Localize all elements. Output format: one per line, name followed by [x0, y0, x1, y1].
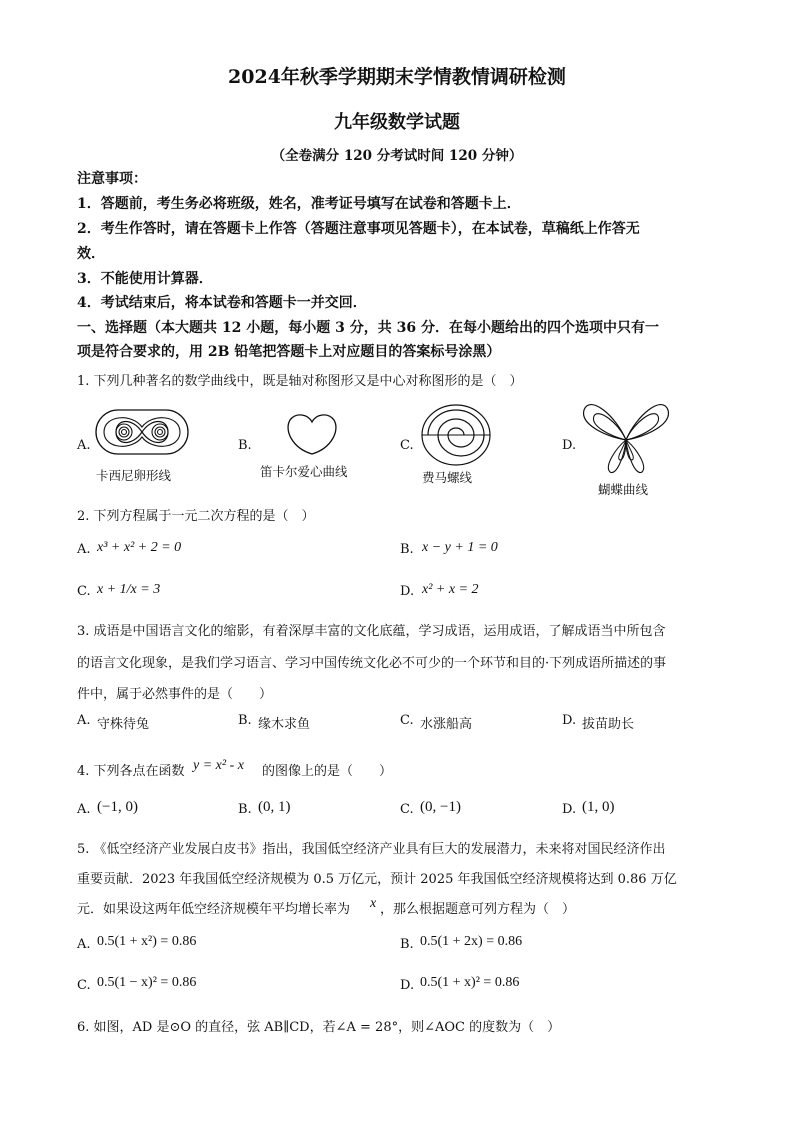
option-label: A. — [77, 542, 91, 557]
option-text: 拔苗助长 — [582, 717, 635, 732]
option-formula: x + 1/x = 3 — [97, 582, 161, 597]
option-label: C. — [400, 438, 414, 453]
question-3-line: 件中，属于必然事件的是（ ） — [77, 687, 273, 702]
option-text: 缘木求鱼 — [258, 717, 311, 732]
option-label: C. — [400, 802, 414, 817]
option-point: (1, 0) — [582, 799, 615, 815]
option-label: D. — [400, 978, 415, 993]
question-4-function: y = x² - x — [193, 758, 244, 773]
question-5-var: x — [370, 896, 377, 911]
option-label: B. — [238, 438, 252, 453]
question-5-line: 5. 《低空经济产业发展白皮书》指出，我国低空经济产业具有巨大的发展潜力，未来将对国民经济作出 — [77, 842, 666, 857]
question-6-stem: 6. 如图，AD 是⊙O 的直径，弦 AB∥CD，若∠A = 28°，则∠AOC 的度数为（ ） — [77, 1020, 561, 1035]
option-label: D. — [562, 438, 577, 453]
option-formula: x² + x = 2 — [422, 582, 479, 597]
option-label: B. — [238, 802, 252, 817]
option-label: C. — [77, 584, 91, 599]
option-formula: x − y + 1 = 0 — [422, 540, 498, 555]
butterfly-curve-icon — [580, 396, 672, 480]
cassini-oval-icon — [94, 407, 190, 461]
option-formula: 0.5(1 + x²) = 0.86 — [97, 934, 197, 949]
question-1-stem: 1. 下列几种著名的数学曲线中，既是轴对称图形又是中心对称图形的是（ ） — [77, 374, 523, 389]
option-caption: 笛卡尔爱心曲线 — [260, 464, 348, 479]
option-label: D. — [400, 584, 415, 599]
question-2-stem: 2. 下列方程属于一元二次方程的是（ ） — [77, 509, 315, 524]
option-point: (−1, 0) — [97, 799, 138, 815]
notice-item: 效． — [77, 246, 105, 262]
option-caption: 卡西尼卵形线 — [96, 468, 172, 483]
option-point: (0, 1) — [258, 799, 291, 815]
option-label: B. — [400, 542, 414, 557]
option-text: 水涨船高 — [420, 717, 473, 732]
option-label: B. — [400, 937, 414, 952]
notice-heading: 注意事项： — [77, 171, 147, 187]
question-5-line: 重要贡献．2023 年我国低空经济规模为 0.5 万亿元，预计 2025 年我国低空经济规模将达到 0.86 万亿 — [77, 872, 677, 887]
exam-title: 2024年秋季学期期末学情教情调研检测 — [228, 66, 566, 88]
section-heading: 项是符合要求的，用 2B 铅笔把答题卡上对应题目的答案标号涂黑） — [77, 344, 501, 360]
question-5-line-end: ，那么根据题意可列方程为（ ） — [380, 902, 576, 917]
notice-item: 4．考试结束后，将本试卷和答题卡一并交回． — [77, 295, 367, 311]
option-text: 守株待兔 — [97, 717, 150, 732]
question-4-stem-end: 的图像上的是（ ） — [262, 764, 393, 779]
option-formula: x³ + x² + 2 = 0 — [97, 540, 182, 555]
cardioid-icon — [286, 410, 338, 456]
exam-subtitle: 九年级数学试题 — [334, 112, 460, 133]
exam-note: （全卷满分 120 分考试时间 120 分钟） — [271, 148, 523, 164]
option-label: A. — [77, 937, 91, 952]
question-3-line: 的语言文化现象，是我们学习语言、学习中国传统文化必不可少的一个环节和目的·下列成语所描述的事 — [77, 656, 667, 671]
option-label: A. — [77, 713, 91, 728]
question-3-line: 3. 成语是中国语言文化的缩影，有着深厚丰富的文化底蕴，学习成语，运用成语，了解成语当中所包含 — [77, 624, 666, 639]
option-formula: 0.5(1 + x)² = 0.86 — [420, 975, 520, 990]
notice-item: 1．答题前，考生务必将班级，姓名，准考证号填写在试卷和答题卡上． — [77, 196, 521, 212]
option-label: A. — [77, 802, 91, 817]
option-label: D. — [562, 802, 577, 817]
option-caption: 蝴蝶曲线 — [598, 482, 649, 497]
question-5-line-start: 元．如果设这两年低空经济规模年平均增长率为 — [77, 902, 351, 917]
option-label: C. — [77, 978, 91, 993]
option-label: D. — [562, 713, 577, 728]
option-caption: 费马螺线 — [422, 470, 473, 485]
option-formula: 0.5(1 − x)² = 0.86 — [97, 975, 197, 990]
fermat-spiral-icon — [420, 402, 492, 468]
notice-item: 3．不能使用计算器． — [77, 271, 213, 287]
section-heading: 一、选择题（本大题共 12 小题，每小题 3 分，共 36 分．在每小题给出的四个选项中只有一 — [77, 320, 659, 336]
option-label: B. — [238, 713, 252, 728]
option-label: C. — [400, 713, 414, 728]
notice-item: 2．考生作答时，请在答题卡上作答（答题注意事项见答题卡），在本试卷，草稿纸上作答无 — [77, 221, 640, 237]
option-formula: 0.5(1 + 2x) = 0.86 — [420, 934, 523, 949]
option-point: (0, −1) — [420, 799, 461, 815]
option-label: A. — [77, 438, 91, 453]
question-4-stem-start: 4. 下列各点在函数 — [77, 764, 185, 779]
